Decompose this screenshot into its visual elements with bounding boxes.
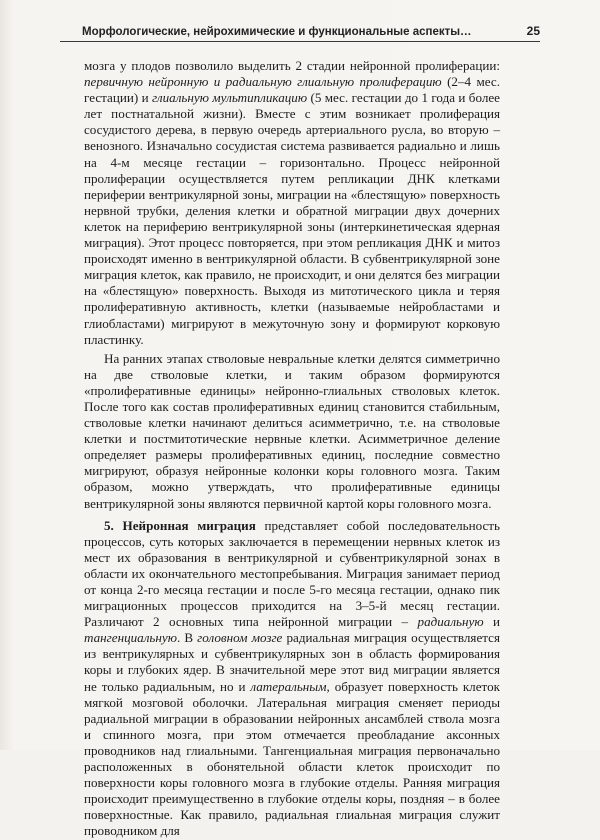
paragraph-3-text-e: , образует поверхность клеток мягкой мозговой оболочки. Латеральная миграция сменяет периоды радиальной миграции в образовании нейронных ансамблей ствола мозга и спинного мозга, при этом отмечается преобладание аксонных проводников над глиальными. Тангенциальная миграция первоначально расположенных в обонятельной области клеток происходит по поверхности коры головного мозга в глубокие отделы. Ранняя миграция происходит преимущественно в глубокие отделы коры, поздняя – в более поверхностные. Как правило, радиальная глиальная миграция служит проводником для — [84, 678, 500, 839]
paragraph-3 — [84, 518, 500, 840]
paragraph-3-text-b: и — [483, 614, 501, 630]
paragraph-1 — [84, 58, 500, 348]
page-number: 25 — [526, 24, 540, 38]
paragraph-2: На ранних этапах стволовые невральные клетки делятся симметрично на две стволовые клетки, и таким образом формируются «пролиферативные единицы» нейронно-глиальных стволовых клеток. После того как состав пролиферативных единиц становится стабильным, стволовые клетки начинают делиться асимметрично, т.е. на стволовые клетки и постмитотические нервные клетки. Асимметричное деление определяет размеры пролиферативных единиц, последние совместно мигрируют, образуя нейронные колонки коры головного мозга. Таким образом, можно утверждать, что пролиферативные единицы вентрикулярной зоны являются первичной картой коры головного мозга. — [84, 350, 500, 511]
paragraph-3-italic-d: латеральным — [250, 678, 327, 694]
section-heading: 5. Нейронная миграция — [104, 517, 256, 533]
paragraph-1-italic-b: глиальную мультипликацию — [151, 90, 308, 106]
paragraph-1-text-c: (5 мес. гестации до 1 года и более лет постнатальной жизни). Вместе с этим возникает пролиферация сосудистого дерева, в первую очередь артериального русла, во вторую – венозного. Изначально сосудистая система развивается радиально и лишь на 4-м месяце гестации – горизонтально. Процесс нейронной пролиферации осуществляется путем репликации ДНК клетками периферии вентрикулярной зоны, миграции на «блестящую» поверхность нервной трубки, деления клетки и обратной миграции двух дочерних клеток на периферию вентрикулярной зоны (интеркинетическая ядерная миграция). Этот процесс повторяется, при этом репликация ДНК и митоз происходят именно в вентрикулярной области. В субвентрикулярной зоне миграция клеток, как правило, не происходит, и они делятся без миграции на «блестящую» поверхность. Выходя из митотического цикла и теряя пролиферативную активность, клетки (называемые нейробластами и глиобластами) мигрируют в межуточную зону и формируют корковую пластинку. — [84, 90, 500, 347]
paragraph-3-text-c: . В — [176, 630, 198, 646]
header-rule — [60, 41, 540, 42]
paragraph-3-italic-b: тангенциальную — [84, 630, 177, 646]
paragraph-3-text-a: представляет собой последовательность процессов, суть которых заключается в перемещении нервных клеток из мест их образования в вентрикулярной и субвентрикулярной зонах в области их окончательного местопребывания. Миграция занимает период от конца 2-го месяца гестации и после 5-го месяца гестации, однако пик миграционных процессов приходится на 3–5-й месяц гестации. Различают 2 основных типа нейронной миграции – — [84, 517, 500, 630]
paragraph-1-text-b: (2–4 мес. гестации) и — [84, 74, 500, 106]
paragraph-3-text-d: радиальная миграция осуществляется из вентрикулярных и субвентрикулярных зон в область формирования коры и глубоких ядер. В значительной мере этот вид миграции является не только радиальным, но и — [84, 630, 500, 694]
body-text — [84, 58, 500, 840]
page-header — [82, 24, 540, 38]
paragraph-3-italic-c: головном мозге — [197, 630, 283, 646]
running-title: Морфологические, нейрохимические и функциональные аспекты… — [82, 26, 472, 38]
paragraph-1-italic-a: первичную нейронную и радиальную глиальную пролиферацию — [84, 74, 442, 90]
paragraph-3-italic-a: радиальную — [417, 614, 484, 630]
paragraph-1-text-a: мозга у плодов позволило выделить 2 стадии нейронной пролиферации: — [84, 58, 500, 73]
